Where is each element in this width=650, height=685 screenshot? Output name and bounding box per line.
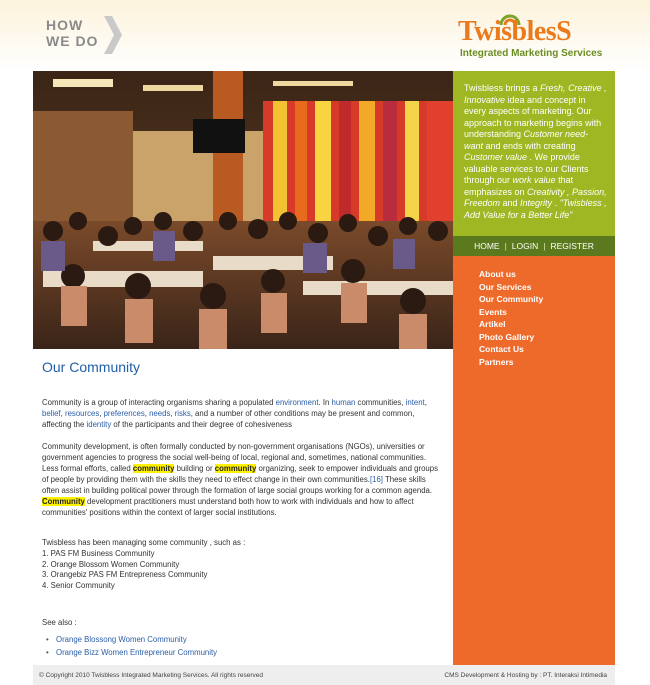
highlight-community: community	[214, 464, 257, 473]
link-risks[interactable]: risks	[174, 409, 191, 418]
nav-separator: |	[504, 241, 507, 251]
menu-item-contact-us[interactable]: Contact Us	[479, 344, 524, 354]
highlight-community: Community	[42, 497, 85, 506]
menu-item-our-services[interactable]: Our Services	[479, 281, 532, 292]
chevron-right-icon	[104, 16, 122, 54]
logo[interactable]	[458, 8, 618, 64]
nav-login-link[interactable]: LOGIN	[511, 241, 539, 251]
link-preferences[interactable]: preferences	[103, 409, 145, 418]
community-development: Community development, is often formally conducted by non-government organisations (NGOs), universities or government agencies to progress the social well-being of local, regional and, sometimes, national communities. Less formal efforts, called community building or community organizing, seek to empower individuals and groups of people by providing them with the skills they need to effect change in their own communities.[16] These skills often assist in building political power through the formation of large social groups working for a common agenda. Community development practitioners must understand both how to work with individuals and how to affect communities' positions within the context of larger social institutions.	[42, 442, 438, 517]
community-list	[42, 538, 444, 592]
community-definition: Community is a group of interacting organisms sharing a populated environment. In human communities, intent, belief, resources, preferences, needs, risks, and a number of other conditions may be present and common, affecting the identity of the participants and their degree of cohesiveness	[42, 398, 427, 429]
link-environment[interactable]: environment	[275, 398, 319, 407]
list-item: 3. Orangebiz PAS FM Entrepreness Community	[42, 570, 208, 580]
hosting-credit[interactable]: CMS Development & Hosting by : PT. Interaksi Intimedia	[444, 671, 607, 679]
list-item: 2. Orange Blossom Women Community	[42, 559, 180, 569]
side-menu	[479, 268, 543, 368]
see-also-label: See also :	[42, 617, 77, 627]
menu-item-about-us[interactable]: About us	[479, 269, 516, 279]
link-identity[interactable]: identity	[86, 420, 112, 429]
main-content	[33, 349, 453, 665]
hero-photo	[33, 71, 453, 349]
highlight-community: community	[132, 464, 175, 473]
page-header	[0, 0, 650, 71]
see-also-link[interactable]: • Orange Bizz Women Entrepreneur Community	[42, 646, 444, 659]
list-item: 4. Senior Community	[42, 581, 115, 591]
link-resources[interactable]: resources	[64, 409, 100, 418]
nav-home-link[interactable]: HOME	[474, 241, 500, 251]
list-item: 1. PAS FM Business Community	[42, 548, 155, 558]
footer	[33, 665, 615, 685]
sidebar	[453, 71, 615, 665]
link-belief[interactable]: belief	[42, 409, 61, 418]
menu-item-photo-gallery[interactable]: Photo Gallery	[479, 331, 535, 342]
link-human[interactable]: human	[331, 398, 356, 407]
menu-item-artikel[interactable]: Artikel	[479, 319, 506, 329]
menu-item-events[interactable]: Events	[479, 306, 507, 317]
intro-text: Twisbless brings a Fresh, Creative , Innovative idea and concept in every aspects of marketing. Our approach to marketing begins with understanding Customer need-want and ends with creating Customer value . We provide valuable services to our Clients through our work value that emphasizes on Creativity , Passion, Freedom and Integrity . "Twisbless , Add Value for a Better Life"	[453, 71, 615, 236]
logo-name: TwisblesS	[458, 16, 572, 47]
menu-item-partners[interactable]: Partners	[479, 356, 514, 367]
link-intent[interactable]: intent	[405, 398, 425, 407]
logo-tagline: Integrated Marketing Services	[460, 48, 603, 59]
page-title: Our Community	[42, 359, 141, 375]
list-intro: Twisbless has been managing some community , such as :	[42, 538, 246, 547]
link-needs[interactable]: needs	[149, 409, 171, 418]
nav-register-link[interactable]: REGISTER	[550, 241, 594, 251]
nav-separator: |	[543, 241, 546, 251]
menu-item-our-community[interactable]: Our Community	[479, 294, 544, 304]
see-also-link[interactable]: • Orange Blossong Women Community	[42, 633, 444, 646]
copyright-text: © Copyright 2010 Twisbless Integrated Marketing Services. All rights reserved	[39, 671, 263, 679]
top-nav	[453, 236, 615, 256]
see-also-list	[42, 633, 444, 659]
reference-link[interactable]: [16]	[369, 475, 383, 484]
section-label: HOW WE DO	[46, 17, 99, 49]
